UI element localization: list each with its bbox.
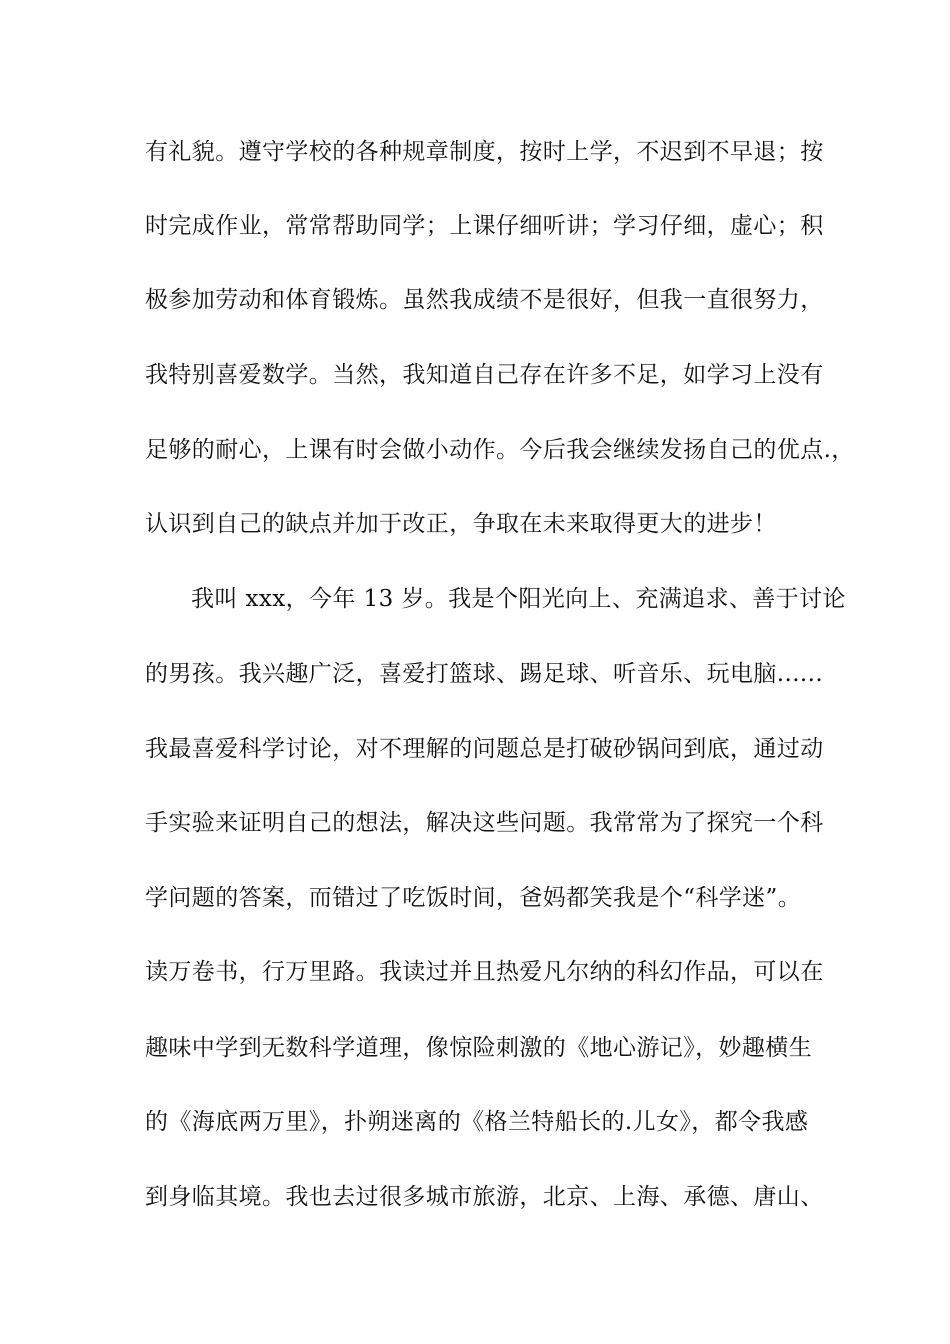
paragraph-line: 认识到自己的缺点并加于改正，争取在未来取得更大的进步！ <box>145 511 777 537</box>
paragraph-line: 足够的耐心，上课有时会做小动作。今后我会继续发扬自己的优点.， <box>145 437 855 463</box>
paragraph-line: 我叫 xxx，今年 13 岁。我是个阳光向上、充满追求、善于讨论 <box>191 586 846 612</box>
paragraph-line: 时完成作业，常常帮助同学；上课仔细听讲；学习仔细，虚心；积 <box>145 213 824 239</box>
paragraph-line: 有礼貌。遵守学校的各种规章制度，按时上学，不迟到不早退；按 <box>145 139 824 165</box>
paragraph-line: 极参加劳动和体育锻炼。虽然我成绩不是很好，但我一直很努力， <box>145 287 824 313</box>
paragraph-line: 读万卷书，行万里路。我读过并且热爱凡尔纳的科幻作品，可以在 <box>145 959 824 985</box>
paragraph-line: 的《海底两万里》，扑朔迷离的《格兰特船长的.儿女》，都令我感 <box>145 1109 809 1135</box>
paragraph-line: 我特别喜爱数学。当然，我知道自己存在许多不足，如学习上没有 <box>145 362 824 388</box>
paragraph-line: 到身临其境。我也去过很多城市旅游，北京、上海、承德、唐山、 <box>145 1184 824 1210</box>
paragraph-line: 学问题的答案，而错过了吃饭时间，爸妈都笑我是个“科学迷”。 <box>145 885 802 911</box>
paragraph-line: 的男孩。我兴趣广泛，喜爱打篮球、踢足球、听音乐、玩电脑...... <box>145 661 824 687</box>
paragraph-line: 趣味中学到无数科学道理，像惊险刺激的《地心游记》，妙趣横生 <box>145 1035 813 1061</box>
paragraph-line: 手实验来证明自己的想法，解决这些问题。我常常为了探究一个科 <box>145 810 824 836</box>
paragraph-line: 我最喜爱科学讨论，对不理解的问题总是打破砂锅问到底，通过动 <box>145 736 824 762</box>
